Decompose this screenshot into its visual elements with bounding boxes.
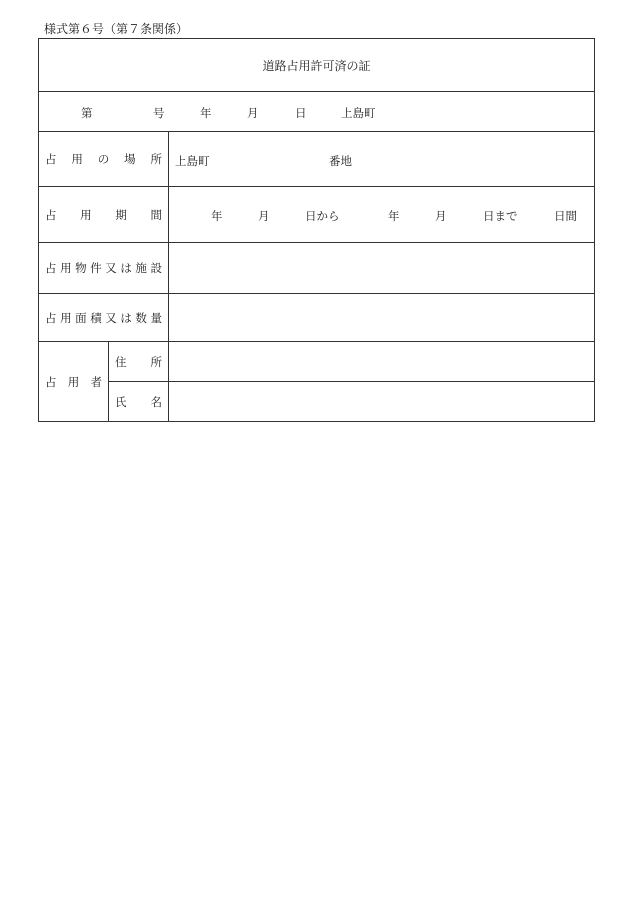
name-label: 氏 名: [109, 382, 169, 422]
permit-number-row: [39, 92, 595, 132]
address-value: [169, 342, 595, 382]
number-go: 号: [153, 106, 165, 120]
form-number: 様式第６号（第７条関係）: [44, 22, 189, 36]
period-row: [39, 187, 595, 243]
object-value: [169, 243, 595, 294]
period-from-year: 年: [211, 209, 223, 223]
number-town: 上島町: [341, 106, 376, 120]
name-value: [169, 382, 595, 422]
occupant-name-row: [39, 382, 595, 422]
place-banchi: 番地: [329, 154, 352, 168]
period-to-year: 年: [388, 209, 400, 223]
number-day: 日: [295, 106, 307, 120]
object-row: [39, 243, 595, 294]
period-value: [169, 187, 595, 243]
place-label: 占 用 の 場 所: [39, 132, 169, 187]
period-days: 日間: [554, 209, 577, 223]
title-row: [39, 39, 595, 92]
object-label: 占 用 物 件 又 は 施 設: [39, 243, 169, 294]
place-town: 上島町: [175, 154, 210, 168]
place-value: [169, 132, 595, 187]
number-year: 年: [200, 106, 212, 120]
occupant-label: 占 用 者: [39, 342, 109, 422]
document-title: 道路占用許可済の証: [39, 39, 595, 92]
area-value: [169, 294, 595, 342]
permit-certificate-table: [38, 38, 595, 422]
period-from-day: 日から: [305, 209, 340, 223]
period-label: 占 用 期 間: [39, 187, 169, 243]
occupant-address-row: [39, 342, 595, 382]
number-month: 月: [247, 106, 259, 120]
period-to-day: 日まで: [483, 209, 518, 223]
period-from-month: 月: [258, 209, 270, 223]
area-label: 占 用 面 積 又 は 数 量: [39, 294, 169, 342]
period-to-month: 月: [435, 209, 447, 223]
area-row: [39, 294, 595, 342]
address-label: 住 所: [109, 342, 169, 382]
number-dai: 第: [81, 106, 93, 120]
place-row: [39, 132, 595, 187]
